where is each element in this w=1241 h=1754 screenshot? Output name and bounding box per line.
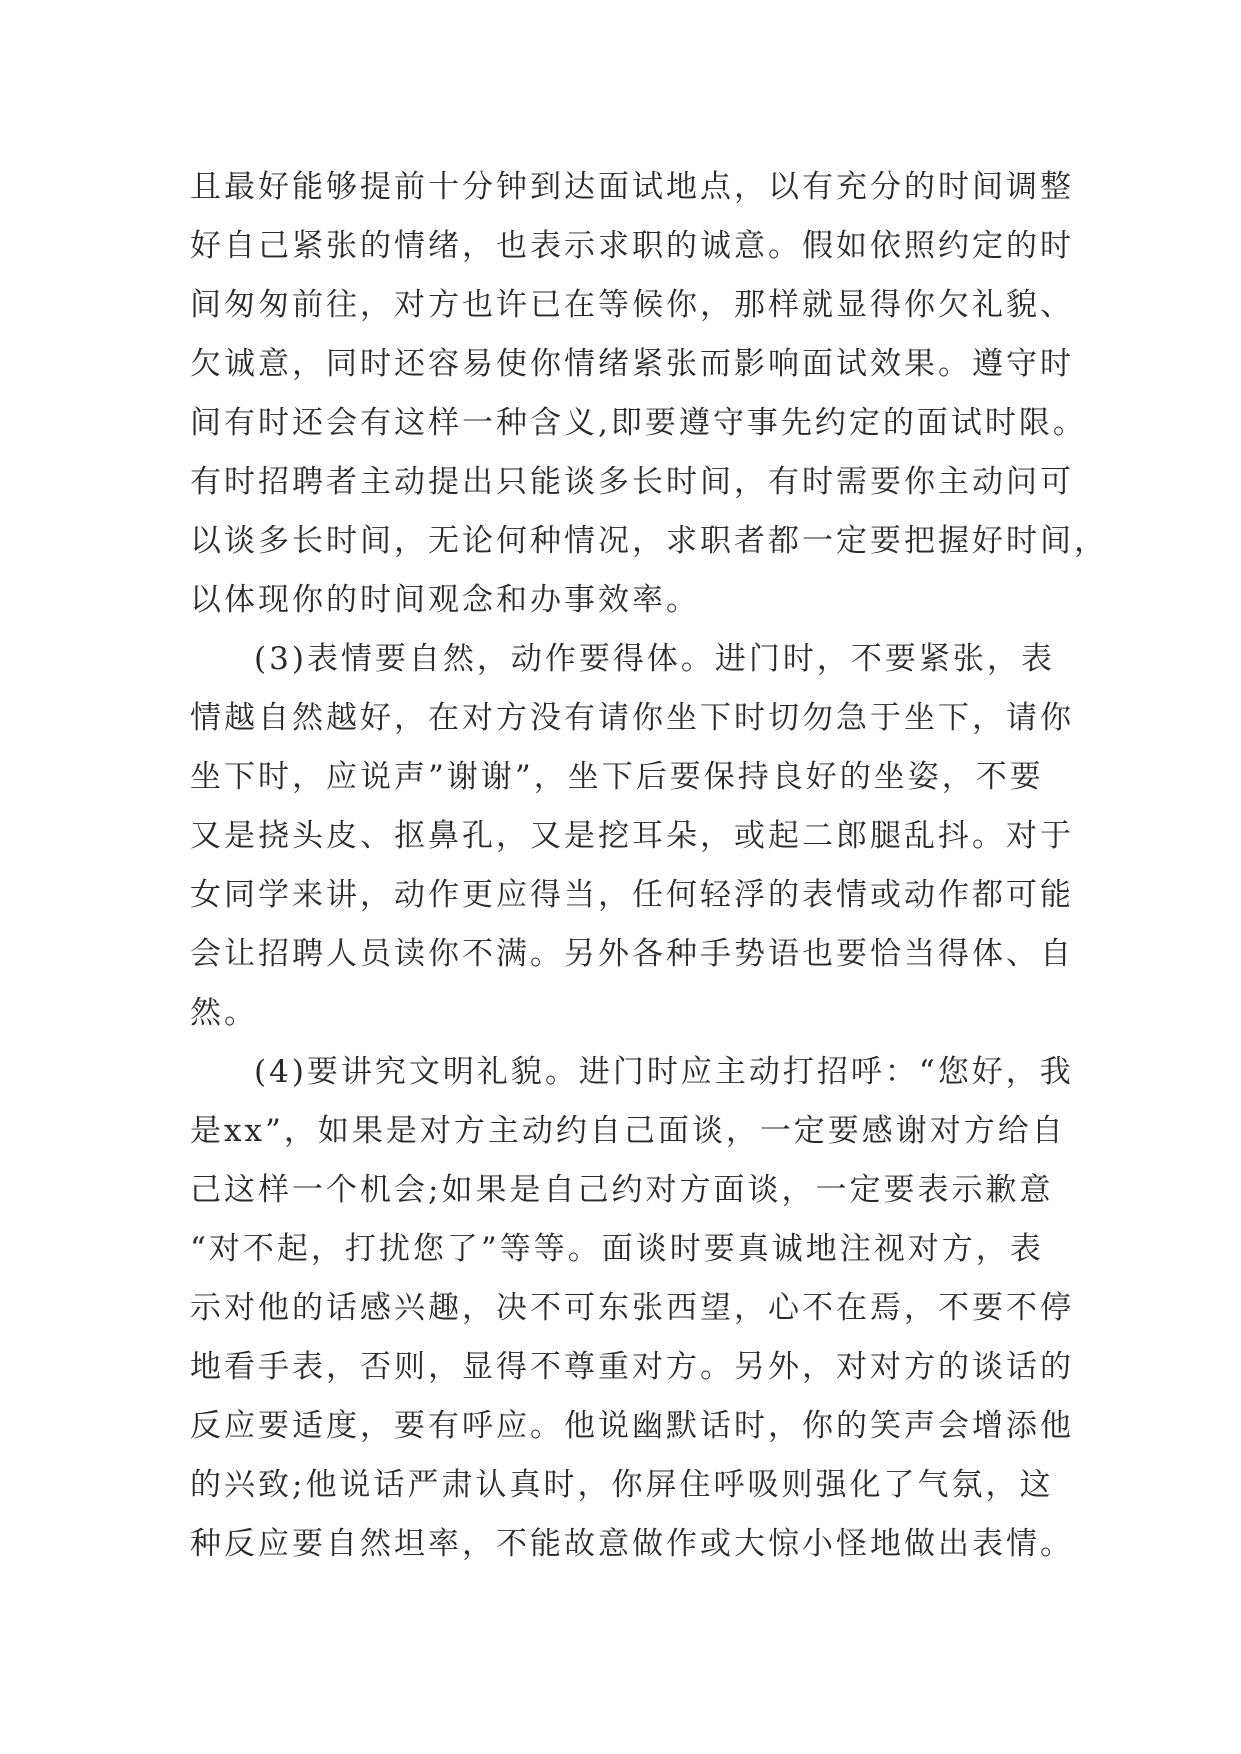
body-text <box>190 158 1108 1574</box>
text-line: 且最好能够提前十分钟到达面试地点，以有充分的时间调整 <box>190 169 1074 205</box>
text-line: 地看手表，否则，显得不尊重对方。另外，对对方的谈话的 <box>190 1349 1074 1385</box>
text-line: 示对他的话感兴趣，决不可东张西望，心不在焉，不要不停 <box>190 1290 1074 1326</box>
text-line: 的兴致;他说话严肃认真时，你屏住呼吸则强化了气氛，这 <box>190 1467 1054 1503</box>
text-line: 坐下时，应说声”谢谢”，坐下后要保持良好的坐姿，不要 <box>190 759 1044 795</box>
text-line: 种反应要自然坦率，不能故意做作或大惊小怪地做出表情。 <box>190 1526 1074 1562</box>
paragraph-3-heading-line: (3)表情要自然，动作要得体。进门时，不要紧张，表 <box>254 641 1055 677</box>
text-line: “对不起，打扰您了”等等。面谈时要真诚地注视对方，表 <box>190 1231 1044 1267</box>
text-line: 好自己紧张的情绪，也表示求职的诚意。假如依照约定的时 <box>190 228 1074 264</box>
text-line: 又是挠头皮、抠鼻孔，又是挖耳朵，或起二郎腿乱抖。对于 <box>190 818 1074 854</box>
text-line: 间匆匆前往，对方也许已在等候你，那样就显得你欠礼貌、 <box>190 287 1074 323</box>
text-line: 情越自然越好，在对方没有请你坐下时切勿急于坐下，请你 <box>190 700 1074 736</box>
text-line: 己这样一个机会;如果是自己约对方面谈，一定要表示歉意 <box>190 1172 1054 1208</box>
text-line: 女同学来讲，动作更应得当，任何轻浮的表情或动作都可能 <box>190 877 1074 913</box>
text-line: 以谈多长时间，无论何种情况，求职者都一定要把握好时间， <box>190 523 1108 559</box>
text-line: 间有时还会有这样一种含义,即要遵守事先约定的面试时限。 <box>190 405 1087 441</box>
text-line: 以体现你的时间观念和办事效率。 <box>190 582 700 618</box>
text-line: 欠诚意，同时还容易使你情绪紧张而影响面试效果。遵守时 <box>190 346 1074 382</box>
text-line: 是xx”，如果是对方主动约自己面谈，一定要感谢对方给自 <box>190 1113 1066 1149</box>
text-line: 会让招聘人员读你不满。另外各种手势语也要恰当得体、自 <box>190 936 1074 972</box>
text-line: 然。 <box>190 995 258 1031</box>
paragraph-4-heading-line: (4)要讲究文明礼貌。进门时应主动打招呼：“您好，我 <box>254 1054 1074 1090</box>
text-line: 有时招聘者主动提出只能谈多长时间，有时需要你主动问可 <box>190 464 1074 500</box>
text-line: 反应要适度，要有呼应。他说幽默话时，你的笑声会增添他 <box>190 1408 1074 1444</box>
